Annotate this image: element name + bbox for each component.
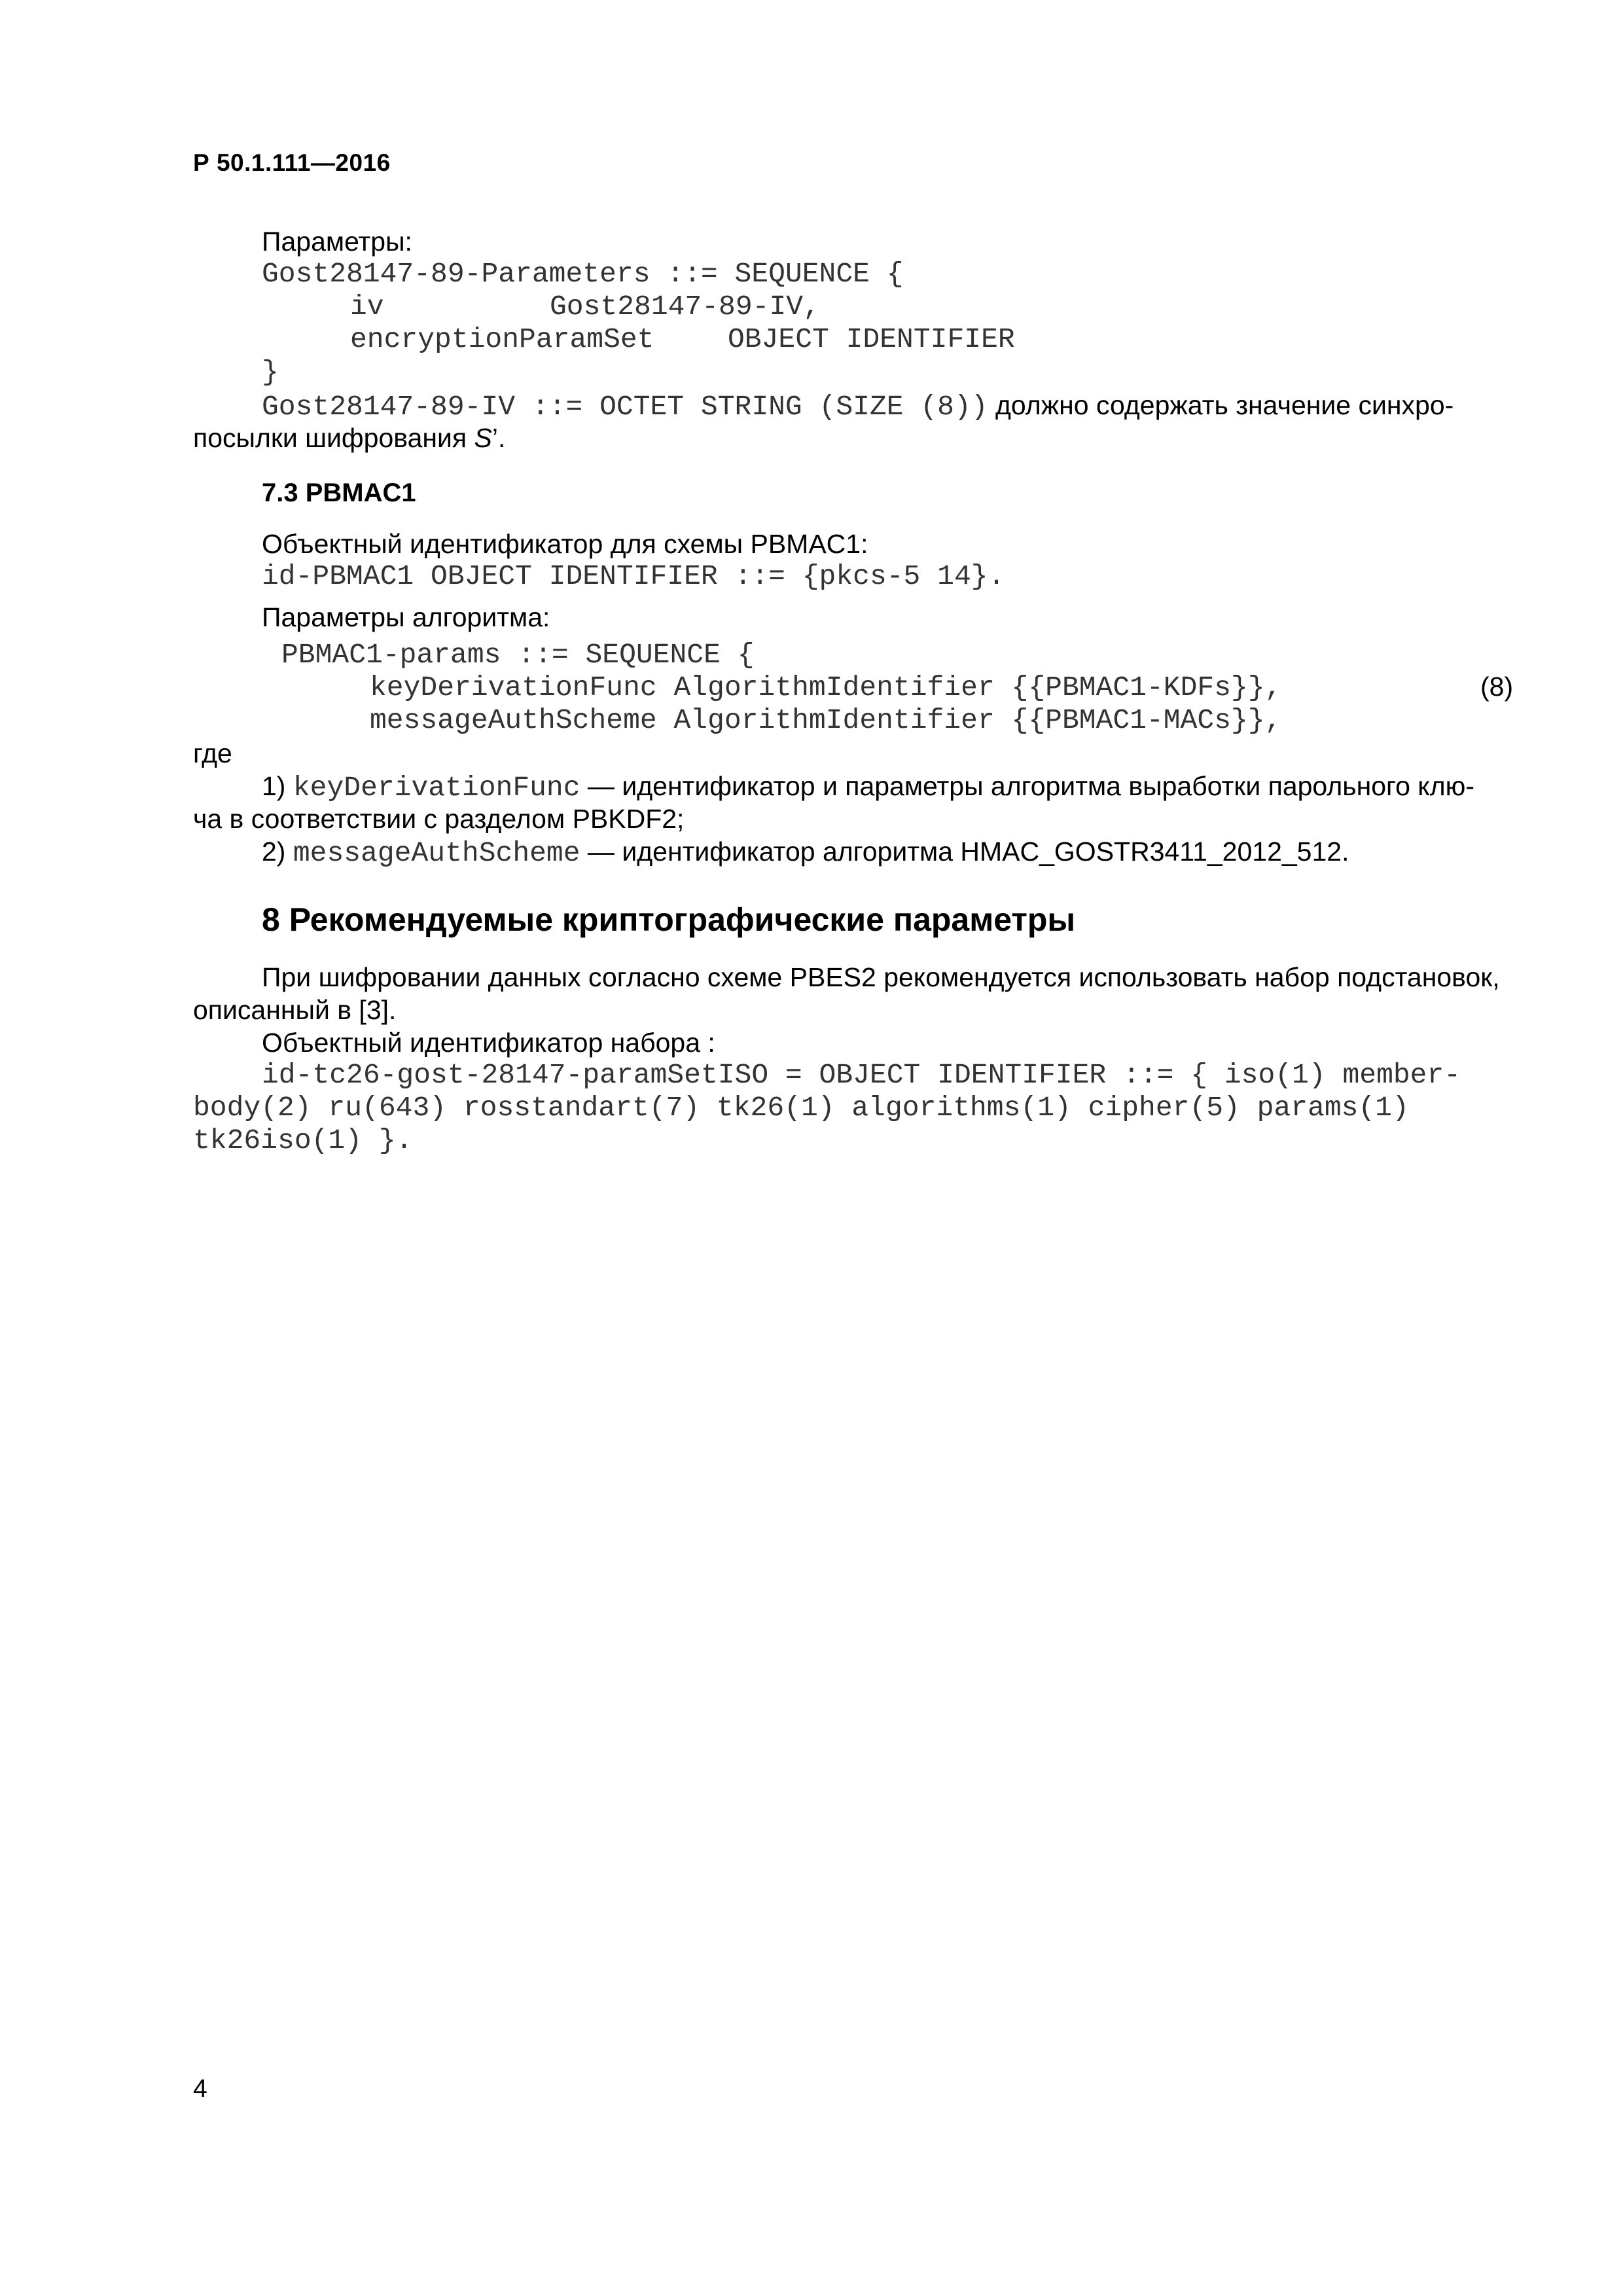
params-seq-line1: Gost28147-89-Parameters ::= SEQUENCE { <box>262 258 904 290</box>
list-item-2-text: — идентификатор алгоритма HMAC_GOSTR3411_2012_512. <box>580 836 1349 867</box>
page-number: 4 <box>193 2075 207 2103</box>
params-field-encryption: encryptionParamSet <box>350 323 654 355</box>
list-item-2-number: 2) <box>262 836 293 867</box>
pbmac1-oid-label: Объектный идентификатор для схемы PBMAC1: <box>262 529 868 559</box>
pbmac1-params-line2: keyDerivationFunc AlgorithmIdentifier {{PBMAC1-KDFs}}, <box>370 672 1282 704</box>
equation-number: (8) <box>1480 672 1514 702</box>
section-8-para1-line2: описанный в [3]. <box>193 995 397 1025</box>
section-8-title: 8 Рекомендуемые криптографические параметры <box>262 901 1076 938</box>
params-label: Параметры: <box>262 226 412 257</box>
pbmac1-oid-code: id-PBMAC1 OBJECT IDENTIFIER ::= {pkcs-5 14}. <box>262 560 1005 592</box>
standard-number: Р 50.1.111—2016 <box>193 149 391 176</box>
where-label: где <box>193 738 232 768</box>
list-item-1-number: 1) <box>262 771 293 801</box>
params-seq-close: } <box>262 356 279 388</box>
paramset-oid-line1: id-tc26-gost-28147-paramSetISO = OBJECT IDENTIFIER ::= { iso(1) member- <box>262 1059 1461 1091</box>
paramset-oid-line2: body(2) ru(643) rosstandart(7) tk26(1) algorithms(1) cipher(5) params(1) <box>193 1092 1409 1124</box>
section-7-3-title: 7.3 PBMAC1 <box>262 478 416 507</box>
iv-definition-code: Gost28147-89-IV ::= OCTET STRING (SIZE (8)) <box>262 391 988 423</box>
params-field-iv: iv <box>350 291 384 323</box>
pbmac1-params-line3: messageAuthScheme AlgorithmIdentifier {{PBMAC1-MACs}}, <box>370 704 1282 736</box>
list-item-2-code: messageAuthScheme <box>293 837 580 869</box>
list-item-1-code: keyDerivationFunc <box>293 772 580 804</box>
list-item-1-continuation: ча в соответствии с разделом PBKDF2; <box>193 804 685 834</box>
params-type-encryption: OBJECT IDENTIFIER <box>728 323 1015 355</box>
pbmac1-params-line1: PBMAC1-params ::= SEQUENCE { <box>281 639 755 671</box>
list-item-1 <box>262 770 1474 804</box>
algo-params-label: Параметры алгоритма: <box>262 602 550 632</box>
iv-definition-continuation <box>193 422 505 454</box>
iv-definition-s: S <box>474 423 492 453</box>
iv-definition-end: ’. <box>491 423 506 453</box>
paramset-oid-line3: tk26iso(1) }. <box>193 1124 413 1157</box>
list-item-1-text: — идентификатор и параметры алгоритма выработки парольного клю- <box>580 771 1475 801</box>
params-type-iv: Gost28147-89-IV, <box>550 291 820 323</box>
iv-definition-cont-text: посылки шифрования <box>193 423 474 453</box>
list-item-2 <box>262 835 1349 870</box>
iv-definition-line <box>262 389 1454 423</box>
paramset-oid-label: Объектный идентификатор набора : <box>262 1028 715 1058</box>
iv-definition-text: должно содержать значение синхро- <box>988 390 1454 420</box>
section-8-para1-line1: При шифровании данных согласно схеме PBES2 рекомендуется использовать набор подстановок, <box>262 962 1500 992</box>
